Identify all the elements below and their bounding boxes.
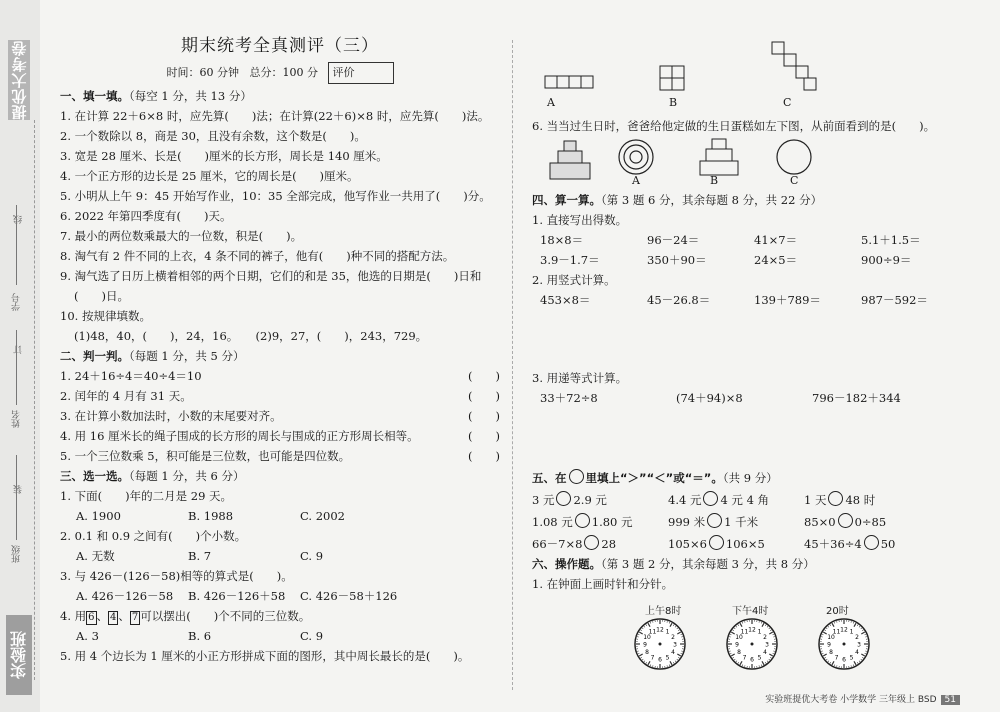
calc-item[interactable]: 45－26.8＝ bbox=[647, 293, 711, 307]
svg-text:9: 9 bbox=[643, 641, 647, 649]
svg-text:4: 4 bbox=[671, 649, 675, 656]
calc-item[interactable]: 453×8＝ bbox=[540, 293, 591, 307]
svg-text:1: 1 bbox=[849, 628, 854, 636]
clock-face-icon[interactable] bbox=[819, 619, 869, 669]
option-c[interactable]: C. 426－58＋126 bbox=[300, 589, 398, 603]
field-name-line[interactable] bbox=[16, 330, 17, 405]
right-value: 1.80 元 bbox=[591, 515, 633, 529]
circle-icon bbox=[569, 469, 584, 484]
compare-item bbox=[668, 512, 804, 532]
figure-c-stair-ext bbox=[770, 40, 820, 100]
column-divider bbox=[512, 40, 513, 690]
s4-q3: 3. 用递等式计算。 bbox=[532, 371, 628, 385]
svg-text:3: 3 bbox=[765, 641, 769, 649]
right-value: 50 bbox=[880, 537, 896, 551]
digit-card: 7 bbox=[131, 612, 139, 623]
fig-label-b: B bbox=[669, 96, 678, 109]
s3-q2[interactable]: 2. 0.1 和 0.9 之间有( )个小数。 bbox=[60, 529, 247, 543]
svg-text:9: 9 bbox=[827, 641, 831, 649]
section-6-note: （第 3 题 2 分，其余每题 3 分，共 8 分） bbox=[601, 557, 815, 571]
compare-item bbox=[532, 512, 668, 532]
svg-text:2: 2 bbox=[855, 634, 859, 641]
section-5-title-a: 五、在 bbox=[532, 471, 567, 485]
svg-text:2: 2 bbox=[671, 634, 675, 641]
svg-text:10: 10 bbox=[735, 634, 743, 641]
clock-label-2: 下午4时 bbox=[732, 606, 769, 617]
digit-card: 6 bbox=[88, 612, 95, 623]
q5-figures bbox=[540, 40, 800, 96]
s1-q9[interactable]: 9. 淘气选了日历上横着相邻的两个日期，它们的和是 35，他选的日期是( )日和 bbox=[60, 269, 482, 283]
option-a-concentric-icon[interactable] bbox=[619, 140, 653, 174]
s6-q1: 1. 在钟面上画时针和分针。 bbox=[532, 577, 674, 591]
section-6-title: 六、操作题。 bbox=[532, 557, 601, 571]
compare-circle[interactable] bbox=[709, 535, 724, 550]
section-4-title: 四、算一算。 bbox=[532, 193, 601, 207]
svg-text:12: 12 bbox=[748, 626, 756, 634]
s1-q9-cont[interactable]: ( )日。 bbox=[74, 289, 129, 303]
option-a[interactable]: A. 3 bbox=[76, 629, 99, 643]
compare-circle[interactable] bbox=[703, 491, 718, 506]
svg-text:4: 4 bbox=[763, 649, 767, 656]
s1-q3[interactable]: 3. 宽是 28 厘米、长是( )厘米的长方形，周长是 140 厘米。 bbox=[60, 149, 388, 163]
svg-text:11: 11 bbox=[832, 628, 841, 636]
fig-label-a: A bbox=[547, 96, 555, 109]
s3-q3[interactable]: 3. 与 426－(126－58)相等的算式是( )。 bbox=[60, 569, 293, 583]
cake-icon bbox=[550, 141, 590, 179]
s2-q3-text: 3. 在计算小数加法时，小数的末尾要对齐。 bbox=[60, 409, 282, 423]
right-value: 28 bbox=[601, 537, 617, 551]
field-class: 班级 bbox=[12, 545, 22, 563]
answer-paren[interactable]: ( ) bbox=[468, 389, 500, 403]
svg-text:9: 9 bbox=[735, 641, 739, 649]
section-1-title: 一、填一填。 bbox=[60, 89, 129, 103]
left-value: 999 米 bbox=[668, 515, 706, 529]
s3-q4-text-a: 4. 用 bbox=[60, 609, 87, 623]
cake-label-c: C bbox=[790, 174, 799, 187]
left-value: 45＋36÷4 bbox=[804, 537, 862, 551]
option-c-circle-icon[interactable] bbox=[777, 140, 811, 174]
compare-circle[interactable] bbox=[864, 535, 879, 550]
right-column-lower bbox=[532, 468, 952, 594]
compare-item bbox=[804, 490, 875, 510]
calc-item[interactable]: 3.9－1.7＝ bbox=[540, 253, 600, 267]
section-5-note: （共 9 分） bbox=[722, 471, 778, 485]
calc-item[interactable]: 18×8＝ bbox=[540, 233, 584, 247]
s4-q1: 1. 直接写出得数。 bbox=[532, 213, 628, 227]
digit-card: 4 bbox=[110, 612, 117, 623]
section-1-head bbox=[60, 86, 500, 106]
s5-row-2 bbox=[532, 512, 952, 532]
svg-text:5: 5 bbox=[849, 654, 854, 662]
left-value: 105×6 bbox=[668, 537, 707, 551]
svg-text:11: 11 bbox=[648, 628, 657, 636]
clock-face-icon[interactable] bbox=[727, 619, 777, 669]
section-6-head bbox=[532, 554, 952, 574]
fig-label-c: C bbox=[783, 96, 792, 109]
option-b[interactable]: B. 7 bbox=[188, 549, 212, 563]
compare-item bbox=[804, 534, 895, 554]
s3-q4-options bbox=[60, 626, 500, 646]
svg-text:1: 1 bbox=[757, 628, 762, 636]
left-value: 1 天 bbox=[804, 493, 827, 507]
s2-q4-text: 4. 用 16 厘米长的绳子围成的长方形的周长与围成的正方形周长相等。 bbox=[60, 429, 419, 443]
clock-faces bbox=[632, 616, 872, 672]
s2-q2 bbox=[60, 386, 500, 406]
right-value: 48 时 bbox=[845, 493, 876, 507]
svg-text:7: 7 bbox=[834, 654, 839, 662]
s4-row-3 bbox=[532, 290, 952, 310]
svg-text:12: 12 bbox=[656, 626, 664, 634]
compare-circle[interactable] bbox=[556, 491, 571, 506]
svg-text:6: 6 bbox=[750, 656, 754, 664]
option-a[interactable]: A. 1900 bbox=[76, 509, 121, 523]
s4-row-1 bbox=[532, 230, 952, 250]
section-2-head bbox=[60, 346, 500, 366]
right-column-step-calc bbox=[532, 368, 952, 408]
section-4-note: （第 3 题 6 分，其余每题 8 分，共 22 分） bbox=[601, 193, 823, 207]
clock-label-3: 20时 bbox=[826, 606, 849, 617]
svg-text:10: 10 bbox=[827, 634, 835, 641]
exam-time: 时间：60 分钟 bbox=[166, 66, 239, 79]
bind-mark-line: 线 bbox=[14, 215, 24, 224]
svg-text:8: 8 bbox=[829, 649, 833, 656]
svg-text:8: 8 bbox=[645, 649, 649, 656]
option-a[interactable]: A. 无数 bbox=[76, 549, 115, 563]
s3-q5[interactable]: 5. 用 4 个边长为 1 厘米的小正方形拼成下面的图形，其中周长最长的是( )。 bbox=[60, 649, 470, 663]
compare-circle[interactable] bbox=[584, 535, 599, 550]
svg-text:4: 4 bbox=[855, 649, 859, 656]
svg-text:6: 6 bbox=[658, 656, 662, 664]
bind-mark-ding: 订 bbox=[14, 345, 24, 354]
left-value: 1.08 元 bbox=[532, 515, 573, 529]
s3-q2-options bbox=[60, 546, 500, 566]
s1-q5[interactable]: 5. 小明从上午 9：45 开始写作业，10：35 全部完成，他写作业一共用了( )分。 bbox=[60, 189, 491, 203]
q6-figures bbox=[540, 135, 820, 187]
compare-circle[interactable] bbox=[707, 513, 722, 528]
section-3-note: （每题 1 分，共 6 分） bbox=[129, 469, 245, 483]
compare-item bbox=[668, 534, 804, 554]
s4-row-4 bbox=[532, 388, 952, 408]
s2-q3 bbox=[60, 406, 500, 426]
clock-label-1: 上午8时 bbox=[645, 606, 682, 617]
field-name: 姓名 bbox=[12, 410, 22, 428]
s2-q5 bbox=[60, 446, 500, 466]
section-4-head bbox=[532, 190, 952, 210]
calc-item[interactable]: 139＋789＝ bbox=[754, 293, 821, 307]
compare-item bbox=[804, 512, 886, 532]
s3-q4-text-b: 可以摆出( )个不同的三位数。 bbox=[140, 609, 311, 623]
left-value: 66－7×8 bbox=[532, 537, 583, 551]
calc-item[interactable]: 33＋72÷8 bbox=[540, 391, 598, 405]
section-3-head bbox=[60, 466, 500, 486]
svg-text:1: 1 bbox=[665, 628, 670, 636]
s3-q6[interactable]: 6. 当当过生日时，爸爸给他定做的生日蛋糕如左下图，从前面看到的是( )。 bbox=[532, 119, 936, 133]
calc-item[interactable]: 96－24＝ bbox=[647, 233, 700, 247]
option-b[interactable]: B. 426－126＋58 bbox=[188, 589, 286, 603]
option-c[interactable]: C. 9 bbox=[300, 549, 324, 563]
s3-q4[interactable]: 4. 用 6 、 4 、 7 可以摆出( )个不同的三位数。 bbox=[60, 609, 311, 623]
s5-row-3 bbox=[532, 534, 952, 554]
s1-q2[interactable]: 2. 一个数除以 8，商是 30，且没有余数，这个数是( )。 bbox=[60, 129, 366, 143]
section-5-title-b: 里填上“＞”“＜”或“＝”。 bbox=[585, 471, 723, 485]
figure-a-row-shape[interactable] bbox=[545, 76, 593, 88]
section-2-title: 二、判一判。 bbox=[60, 349, 129, 363]
s3-q3-options bbox=[60, 586, 500, 606]
svg-text:5: 5 bbox=[757, 654, 762, 662]
left-value: 3 元 bbox=[532, 493, 555, 507]
s2-q2-text: 2. 闰年的 4 月有 31 天。 bbox=[60, 389, 192, 403]
cake-label-a: A bbox=[632, 174, 640, 187]
s2-q1-text: 1. 24＋16÷4＝40÷4＝10 bbox=[60, 369, 202, 383]
bind-mark-zhuang: 装 bbox=[14, 485, 24, 494]
option-b-stack-icon[interactable] bbox=[700, 139, 738, 175]
svg-text:3: 3 bbox=[673, 641, 677, 649]
field-student-id-line[interactable] bbox=[16, 205, 17, 285]
section-1-note: （每空 1 分，共 13 分） bbox=[129, 89, 252, 103]
calc-item[interactable]: 24×5＝ bbox=[754, 253, 798, 267]
calc-item[interactable]: 987－592＝ bbox=[861, 293, 928, 307]
compare-item bbox=[668, 490, 804, 510]
compare-circle[interactable] bbox=[575, 513, 590, 528]
left-column bbox=[60, 34, 500, 666]
calc-item[interactable]: 41×7＝ bbox=[754, 233, 798, 247]
left-value: 4.4 元 bbox=[668, 493, 702, 507]
field-student-id: 学号 bbox=[12, 293, 22, 311]
answer-paren[interactable]: ( ) bbox=[468, 449, 500, 463]
calc-item[interactable]: 900÷9＝ bbox=[861, 253, 912, 267]
page-number: 51 bbox=[941, 695, 960, 705]
s1-q10: 10. 按规律填数。 bbox=[60, 309, 151, 323]
exam-meta bbox=[60, 62, 500, 84]
right-value: 1 千米 bbox=[724, 515, 759, 529]
svg-text:11: 11 bbox=[740, 628, 749, 636]
cake-label-b: B bbox=[710, 174, 719, 187]
svg-text:5: 5 bbox=[665, 654, 670, 662]
s3-q1-options bbox=[60, 506, 500, 526]
calc-item[interactable]: (74＋94)×8 bbox=[676, 391, 743, 405]
eval-label: 评价 bbox=[332, 66, 355, 79]
svg-text:7: 7 bbox=[650, 654, 655, 662]
s1-q4[interactable]: 4. 一个正方形的边长是 25 厘米，它的周长是( )厘米。 bbox=[60, 169, 359, 183]
s1-q10-items[interactable]: (1)48，40，( )，24，16。 (2)9，27，( )，243，729。 bbox=[74, 329, 428, 343]
s2-q4 bbox=[60, 426, 500, 446]
compare-circle[interactable] bbox=[828, 491, 843, 506]
answer-paren[interactable]: ( ) bbox=[468, 429, 500, 443]
right-value: 106×5 bbox=[725, 537, 765, 551]
compare-item bbox=[532, 534, 668, 554]
brand-logo-top: 提优大考卷 bbox=[8, 40, 30, 120]
calc-item[interactable]: 796－182＋344 bbox=[812, 391, 901, 405]
clock-face-icon[interactable] bbox=[635, 619, 685, 669]
field-class-line[interactable] bbox=[16, 455, 17, 540]
calc-item[interactable]: 5.1＋1.5＝ bbox=[861, 233, 921, 247]
right-column-upper bbox=[532, 190, 952, 310]
option-b[interactable]: B. 1988 bbox=[188, 509, 234, 523]
option-b[interactable]: B. 6 bbox=[188, 629, 212, 643]
compare-circle[interactable] bbox=[838, 513, 853, 528]
option-c[interactable]: C. 9 bbox=[300, 629, 324, 643]
s3-q1[interactable]: 1. 下面( )年的二月是 29 天。 bbox=[60, 489, 233, 503]
binding-strip bbox=[0, 0, 40, 712]
svg-text:7: 7 bbox=[742, 654, 747, 662]
svg-text:8: 8 bbox=[737, 649, 741, 656]
answer-paren[interactable]: ( ) bbox=[468, 409, 500, 423]
page-title: 期末统考全真测评（三） bbox=[181, 36, 379, 56]
s2-q1 bbox=[60, 366, 500, 386]
page-footer bbox=[765, 692, 960, 705]
s1-q6[interactable]: 6. 2022 年第四季度有( )天。 bbox=[60, 209, 232, 223]
s5-row-1 bbox=[532, 490, 952, 510]
section-5-head bbox=[532, 468, 952, 488]
right-value: 0÷85 bbox=[854, 515, 887, 529]
exam-score: 总分：100 分 bbox=[249, 66, 318, 79]
svg-text:10: 10 bbox=[643, 634, 651, 641]
right-value: 4 元 4 角 bbox=[720, 493, 770, 507]
svg-text:2: 2 bbox=[763, 634, 767, 641]
eval-box[interactable] bbox=[328, 62, 394, 84]
section-2-note: （每题 1 分，共 5 分） bbox=[129, 349, 245, 363]
s1-q8[interactable]: 8. 淘气有 2 件不同的上衣，4 条不同的裤子，他有( )种不同的搭配方法。 bbox=[60, 249, 455, 263]
binding-dashed-line bbox=[34, 120, 35, 680]
s2-q5-text: 5. 一个三位数乘 5，积可能是三位数，也可能是四位数。 bbox=[60, 449, 351, 463]
footer-text: 实验班提优大考卷 小学数学 三年级上 BSD bbox=[765, 695, 937, 705]
s4-row-2 bbox=[532, 250, 952, 270]
svg-text:6: 6 bbox=[842, 656, 846, 664]
option-a[interactable]: A. 426－126－58 bbox=[76, 589, 174, 603]
svg-text:12: 12 bbox=[840, 626, 848, 634]
s1-q1[interactable]: 1. 在计算 22＋6×8 时，应先算( )法；在计算(22＋6)×8 时，应先算( )法。 bbox=[60, 109, 490, 123]
compare-item bbox=[532, 490, 668, 510]
figure-b-square-shape[interactable] bbox=[660, 66, 684, 90]
calc-item[interactable]: 350＋90＝ bbox=[647, 253, 707, 267]
svg-text:3: 3 bbox=[857, 641, 861, 649]
answer-paren[interactable]: ( ) bbox=[468, 369, 500, 383]
section-3-title: 三、选一选。 bbox=[60, 469, 129, 483]
right-value: 2.9 元 bbox=[573, 493, 607, 507]
s1-q7[interactable]: 7. 最小的两位数乘最大的一位数，积是( )。 bbox=[60, 229, 303, 243]
brand-logo-bottom: 实验班 bbox=[6, 615, 32, 695]
s4-q2: 2. 用竖式计算。 bbox=[532, 273, 616, 287]
left-value: 85×0 bbox=[804, 515, 836, 529]
option-c[interactable]: C. 2002 bbox=[300, 509, 345, 523]
